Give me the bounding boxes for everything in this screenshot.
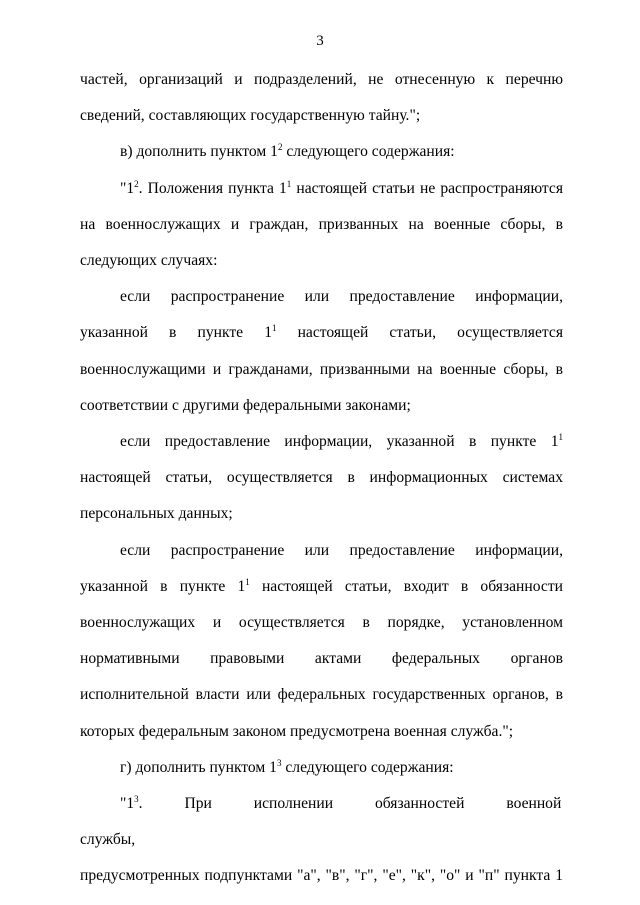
paragraph-3-text-a: "1 xyxy=(120,179,135,197)
superscript-8: 3 xyxy=(134,794,139,805)
paragraph-4 xyxy=(80,279,563,424)
paragraph-1: частей, организаций и подразделений, не отнесенную к перечню сведений, составляющих государственную тайну."; xyxy=(80,71,563,125)
paragraph-3-text-c: настоящей статьи не распространяются на военнослужащих и граждан, призванных на военные сборы, в следующих случаях: xyxy=(80,179,563,270)
paragraph-8 xyxy=(80,786,563,858)
page-number: 3 xyxy=(316,33,324,49)
superscript-6: 1 xyxy=(245,576,250,587)
paragraph-5 xyxy=(80,424,563,533)
paragraph-6-text-a: если распространение или предоставление информации, указанной в пункте 1 xyxy=(80,541,563,595)
paragraph-7-text-b: следующего содержания: xyxy=(281,758,454,776)
paragraph-8-text-b: . При исполнении обязанностей военной службы, xyxy=(80,795,562,849)
paragraph-3-text-b: . Положения пункта 1 xyxy=(138,179,287,197)
superscript-4: 1 xyxy=(272,323,277,334)
paragraph-3 xyxy=(80,171,563,280)
superscript-5: 1 xyxy=(558,432,563,443)
paragraph-2 xyxy=(80,134,563,170)
superscript-3a: 2 xyxy=(134,178,139,189)
paragraph-4-text-b: настоящей статьи, осуществляется военнослужащими и гражданами, призванными на военные сборы, в соответствии с другими федеральными законами; xyxy=(80,324,564,414)
paragraph-2-text-a: в) дополнить пунктом 1 xyxy=(120,143,278,161)
paragraph-6-text-b: настоящей статьи, входит в обязанности военнослужащих и осуществляется в порядке, установленном нормативными правовыми актами федеральных органов исполнительной власти или федеральных государственных органов, в которых федеральным законом предусмотрена военная служба."; xyxy=(80,577,563,740)
paragraph-2-text-b: следующего содержания: xyxy=(282,143,455,161)
superscript-2: 2 xyxy=(277,142,283,153)
paragraph-6 xyxy=(80,533,563,750)
paragraph-7 xyxy=(80,750,563,786)
paragraph-7-text-a: г) дополнить пунктом 1 xyxy=(120,758,277,776)
paragraph-8-text-a: "1 xyxy=(120,795,135,813)
paragraph-5-text-a: если предоставление информации, указанной в пункте 1 xyxy=(120,433,559,451)
paragraph-9: предусмотренных подпунктами "а", "в", "г", "е", "к", "о" и "п" пункта 1 xyxy=(80,867,563,885)
document-body xyxy=(80,62,563,895)
paragraph-5-text-b: настоящей статьи, осуществляется в информационных системах персональных данных; xyxy=(80,469,563,523)
superscript-7: 3 xyxy=(276,757,282,768)
superscript-3b: 1 xyxy=(286,178,292,189)
paragraph-4-text-a: если распространение или предоставление информации, указанной в пункте 1 xyxy=(80,288,563,342)
